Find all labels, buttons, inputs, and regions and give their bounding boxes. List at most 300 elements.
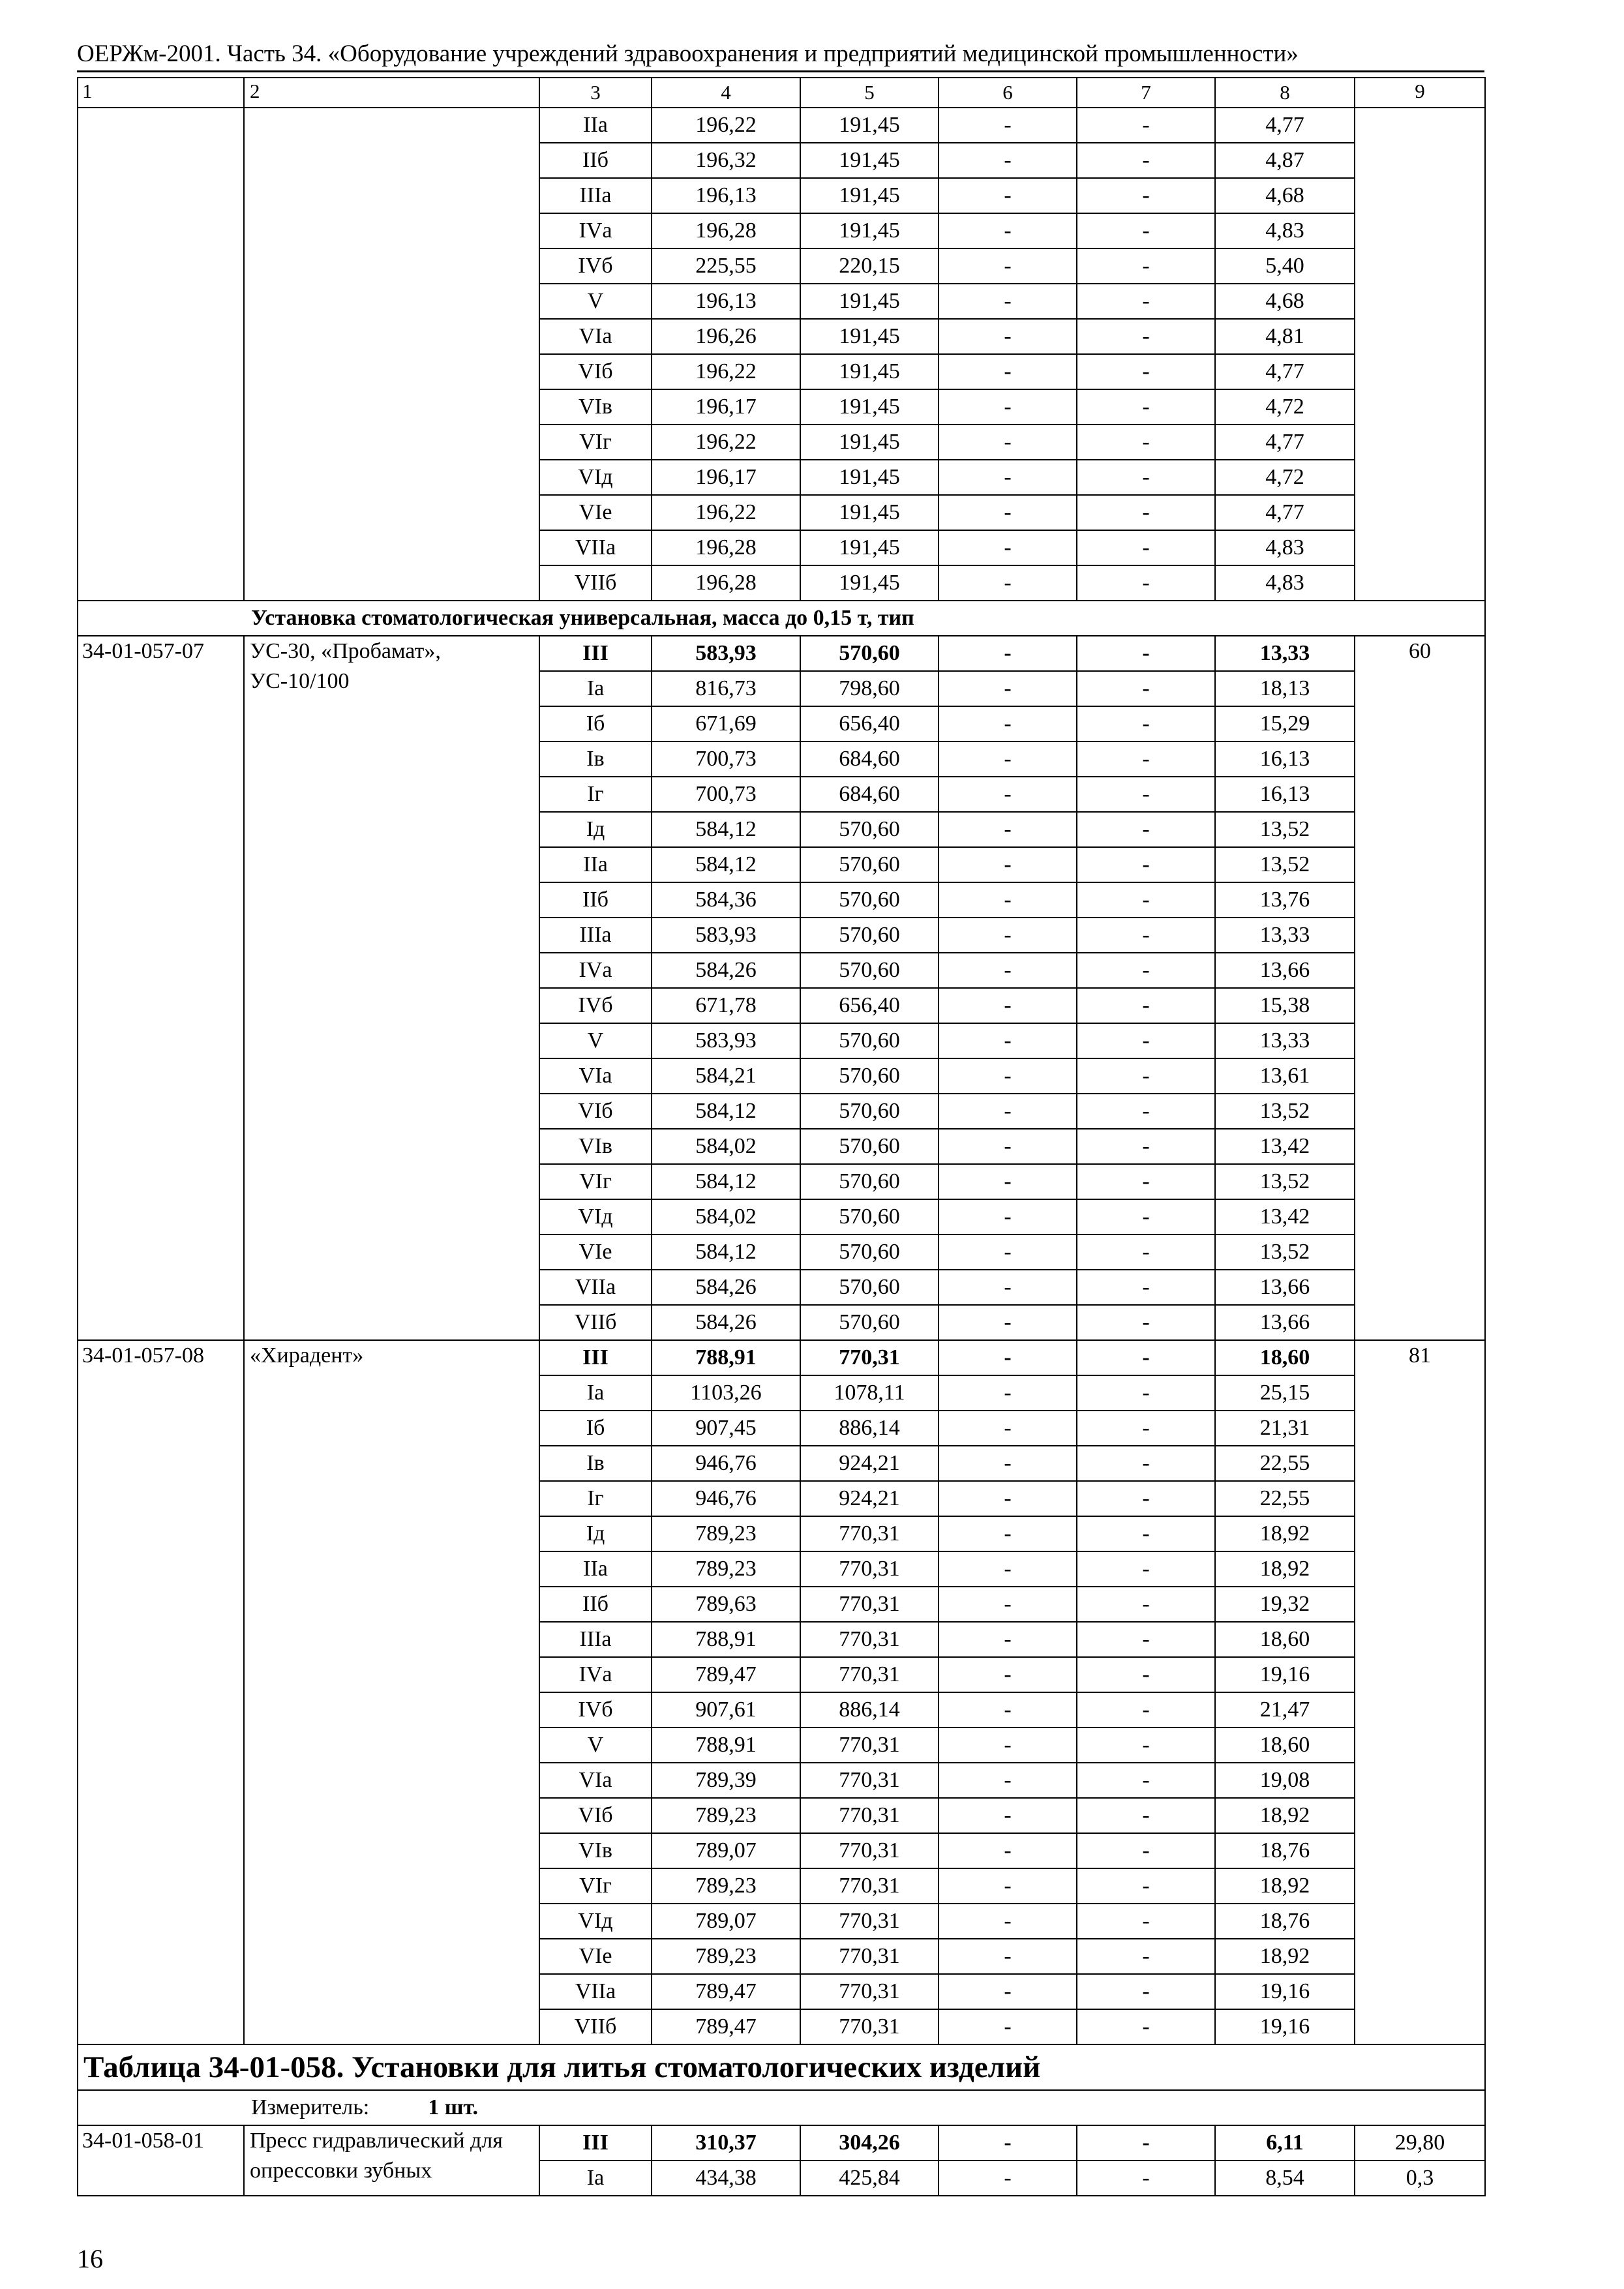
cell-col-5: 770,31 bbox=[800, 2009, 939, 2044]
cell-col-8: 19,32 bbox=[1215, 1587, 1355, 1622]
cell-col-5: 684,60 bbox=[800, 741, 939, 777]
cell-col-4: 196,17 bbox=[652, 460, 800, 495]
cell-col-8: 13,33 bbox=[1215, 636, 1355, 671]
cell-col-6: - bbox=[939, 636, 1077, 671]
cell-col-3: III bbox=[539, 2125, 652, 2161]
cell-col-8: 18,76 bbox=[1215, 1833, 1355, 1868]
cell-col-8: 16,13 bbox=[1215, 741, 1355, 777]
cell-col-7: - bbox=[1077, 1868, 1215, 1904]
cell-col-4: 700,73 bbox=[652, 777, 800, 812]
cell-col-6: - bbox=[939, 1164, 1077, 1199]
cell-col-6: - bbox=[939, 1939, 1077, 1974]
cell-col-7: - bbox=[1077, 1622, 1215, 1657]
cell-col-7: - bbox=[1077, 1939, 1215, 1974]
column-number-4: 4 bbox=[652, 78, 800, 108]
cell-col-3: VIг bbox=[539, 1164, 652, 1199]
cell-col-8: 21,47 bbox=[1215, 1692, 1355, 1728]
cell-col-5: 770,31 bbox=[800, 1551, 939, 1587]
cell-col-4: 789,47 bbox=[652, 1974, 800, 2009]
cell-col-3: V bbox=[539, 1728, 652, 1763]
cell-col-3: VIIа bbox=[539, 530, 652, 565]
cell-col-7: - bbox=[1077, 2009, 1215, 2044]
cell-col-6: - bbox=[939, 565, 1077, 601]
cell-col-7: - bbox=[1077, 988, 1215, 1023]
cell-col-3: IIIа bbox=[539, 178, 652, 213]
cell-col-8: 4,81 bbox=[1215, 319, 1355, 354]
cell-col-6: - bbox=[939, 2125, 1077, 2161]
cell-col-8: 8,54 bbox=[1215, 2161, 1355, 2196]
cell-col-5: 570,60 bbox=[800, 918, 939, 953]
cell-col-3: III bbox=[539, 636, 652, 671]
cell-col-5: 304,26 bbox=[800, 2125, 939, 2161]
cell-col-7: - bbox=[1077, 495, 1215, 530]
cell-col-4: 946,76 bbox=[652, 1446, 800, 1481]
cell-col-5: 191,45 bbox=[800, 178, 939, 213]
cell-col-8: 13,42 bbox=[1215, 1199, 1355, 1234]
cell-col-4: 584,12 bbox=[652, 812, 800, 847]
cell-col-5: 886,14 bbox=[800, 1692, 939, 1728]
cell-col-7: - bbox=[1077, 1270, 1215, 1305]
cell-col-5: 570,60 bbox=[800, 1023, 939, 1058]
cell-col-7: - bbox=[1077, 706, 1215, 741]
cell-col-5: 924,21 bbox=[800, 1481, 939, 1516]
cell-col-7: - bbox=[1077, 1446, 1215, 1481]
code-cell bbox=[78, 108, 244, 601]
cell-col-7: - bbox=[1077, 918, 1215, 953]
cell-col-3: V bbox=[539, 284, 652, 319]
cell-col-3: IIб bbox=[539, 882, 652, 918]
item-code: 34-01-058-01 bbox=[78, 2125, 244, 2196]
cell-col-7: - bbox=[1077, 953, 1215, 988]
cell-col-3: VIIа bbox=[539, 1270, 652, 1305]
cell-col-6: - bbox=[939, 812, 1077, 847]
cell-col-6: - bbox=[939, 1974, 1077, 2009]
cell-col-8: 4,87 bbox=[1215, 143, 1355, 178]
page-number: 16 bbox=[77, 2244, 103, 2273]
cell-col-4: 584,21 bbox=[652, 1058, 800, 1094]
cell-col-3: IVа bbox=[539, 213, 652, 248]
cell-col-7: - bbox=[1077, 1164, 1215, 1199]
cell-col-6: - bbox=[939, 1763, 1077, 1798]
cell-col-7: - bbox=[1077, 671, 1215, 706]
cell-col-6: - bbox=[939, 1375, 1077, 1411]
cell-col-6: - bbox=[939, 284, 1077, 319]
cell-col-4: 196,28 bbox=[652, 530, 800, 565]
cell-col-5: 191,45 bbox=[800, 425, 939, 460]
cell-col-4: 907,61 bbox=[652, 1692, 800, 1728]
cell-col-7: - bbox=[1077, 284, 1215, 319]
cell-col-7: - bbox=[1077, 1833, 1215, 1868]
cell-col-7: - bbox=[1077, 636, 1215, 671]
cell-col-7: - bbox=[1077, 1305, 1215, 1340]
cell-col-3: Iа bbox=[539, 671, 652, 706]
cell-col-6: - bbox=[939, 671, 1077, 706]
section-row bbox=[78, 601, 1485, 636]
cell-col-7: - bbox=[1077, 1375, 1215, 1411]
cell-col-7: - bbox=[1077, 108, 1215, 143]
cell-col-5: 570,60 bbox=[800, 1305, 939, 1340]
cell-col-5: 770,31 bbox=[800, 1657, 939, 1692]
cell-col-3: VIб bbox=[539, 1798, 652, 1833]
column-number-7: 7 bbox=[1077, 78, 1215, 108]
cell-col-5: 425,84 bbox=[800, 2161, 939, 2196]
cell-col-4: 584,12 bbox=[652, 847, 800, 882]
cell-col-5: 191,45 bbox=[800, 389, 939, 425]
cell-col-4: 671,69 bbox=[652, 706, 800, 741]
cell-col-5: 770,31 bbox=[800, 1516, 939, 1551]
measure-row bbox=[78, 2090, 1485, 2125]
cell-col-3: VIа bbox=[539, 1058, 652, 1094]
cell-col-8: 4,77 bbox=[1215, 425, 1355, 460]
cell-col-8: 13,52 bbox=[1215, 812, 1355, 847]
cell-col-6: - bbox=[939, 425, 1077, 460]
cell-col-7: - bbox=[1077, 1094, 1215, 1129]
cell-col-3: Iб bbox=[539, 706, 652, 741]
cell-col-4: 225,55 bbox=[652, 248, 800, 284]
cell-col-3: IIа bbox=[539, 108, 652, 143]
cell-col-7: - bbox=[1077, 1411, 1215, 1446]
cell-col-5: 570,60 bbox=[800, 953, 939, 988]
cell-col-7: - bbox=[1077, 1587, 1215, 1622]
cell-col-5: 570,60 bbox=[800, 1164, 939, 1199]
cell-col-3: Iа bbox=[539, 1375, 652, 1411]
cell-col-7: - bbox=[1077, 882, 1215, 918]
cell-col-4: 196,22 bbox=[652, 425, 800, 460]
cell-col-7: - bbox=[1077, 178, 1215, 213]
cell-col-3: Iг bbox=[539, 1481, 652, 1516]
column-number-8: 8 bbox=[1215, 78, 1355, 108]
cell-col-7: - bbox=[1077, 1692, 1215, 1728]
cell-col-8: 6,11 bbox=[1215, 2125, 1355, 2161]
cell-col-8: 4,77 bbox=[1215, 354, 1355, 389]
cell-col-8: 4,83 bbox=[1215, 530, 1355, 565]
cell-col-6: - bbox=[939, 777, 1077, 812]
cell-col-5: 220,15 bbox=[800, 248, 939, 284]
cell-col-7: - bbox=[1077, 1904, 1215, 1939]
cell-col-3: VIIб bbox=[539, 565, 652, 601]
cell-col-8: 18,92 bbox=[1215, 1516, 1355, 1551]
rates-table bbox=[77, 77, 1486, 2196]
cell-col-6: - bbox=[939, 1622, 1077, 1657]
cell-col-8: 13,52 bbox=[1215, 1164, 1355, 1199]
section-header: Установка стоматологическая универсальная, масса до 0,15 т, тип bbox=[78, 601, 1485, 636]
cell-col-6: - bbox=[939, 495, 1077, 530]
mass-cell bbox=[1355, 108, 1485, 601]
cell-col-7: - bbox=[1077, 1129, 1215, 1164]
cell-col-5: 570,60 bbox=[800, 812, 939, 847]
cell-col-8: 4,83 bbox=[1215, 213, 1355, 248]
cell-col-5: 191,45 bbox=[800, 565, 939, 601]
cell-col-5: 770,31 bbox=[800, 1728, 939, 1763]
cell-col-4: 700,73 bbox=[652, 741, 800, 777]
cell-col-5: 570,60 bbox=[800, 882, 939, 918]
cell-col-5: 684,60 bbox=[800, 777, 939, 812]
cell-col-5: 191,45 bbox=[800, 460, 939, 495]
cell-col-3: IVа bbox=[539, 1657, 652, 1692]
cell-col-8: 13,61 bbox=[1215, 1058, 1355, 1094]
cell-col-7: - bbox=[1077, 565, 1215, 601]
cell-col-6: - bbox=[939, 354, 1077, 389]
cell-col-6: - bbox=[939, 1587, 1077, 1622]
cell-col-6: - bbox=[939, 1234, 1077, 1270]
cell-col-6: - bbox=[939, 1023, 1077, 1058]
cell-col-5: 570,60 bbox=[800, 1129, 939, 1164]
cell-col-4: 789,47 bbox=[652, 2009, 800, 2044]
column-numbers-row bbox=[78, 78, 1485, 108]
cell-col-9: 29,80 bbox=[1355, 2125, 1485, 2161]
cell-col-5: 886,14 bbox=[800, 1411, 939, 1446]
cell-col-3: Iг bbox=[539, 777, 652, 812]
cell-col-4: 816,73 bbox=[652, 671, 800, 706]
cell-col-7: - bbox=[1077, 1551, 1215, 1587]
cell-col-3: VIг bbox=[539, 425, 652, 460]
cell-col-6: - bbox=[939, 1058, 1077, 1094]
cell-col-5: 770,31 bbox=[800, 1974, 939, 2009]
cell-col-6: - bbox=[939, 1199, 1077, 1234]
cell-col-8: 13,33 bbox=[1215, 918, 1355, 953]
cell-col-4: 584,02 bbox=[652, 1129, 800, 1164]
table-row bbox=[78, 1340, 1485, 1375]
cell-col-6: - bbox=[939, 178, 1077, 213]
cell-col-6: - bbox=[939, 1551, 1077, 1587]
cell-col-7: - bbox=[1077, 319, 1215, 354]
item-code: 34-01-057-07 bbox=[78, 636, 244, 1340]
cell-col-7: - bbox=[1077, 1974, 1215, 2009]
cell-col-6: - bbox=[939, 389, 1077, 425]
cell-col-7: - bbox=[1077, 777, 1215, 812]
cell-col-6: - bbox=[939, 108, 1077, 143]
cell-col-7: - bbox=[1077, 460, 1215, 495]
cell-col-5: 191,45 bbox=[800, 354, 939, 389]
cell-col-5: 191,45 bbox=[800, 495, 939, 530]
cell-col-3: IIб bbox=[539, 143, 652, 178]
cell-col-3: VIе bbox=[539, 495, 652, 530]
cell-col-3: VIд bbox=[539, 1904, 652, 1939]
item-mass: 81 bbox=[1355, 1340, 1485, 2044]
cell-col-3: Iд bbox=[539, 1516, 652, 1551]
cell-col-8: 4,72 bbox=[1215, 460, 1355, 495]
cell-col-8: 5,40 bbox=[1215, 248, 1355, 284]
cell-col-8: 13,66 bbox=[1215, 1305, 1355, 1340]
cell-col-6: - bbox=[939, 143, 1077, 178]
column-number-6: 6 bbox=[939, 78, 1077, 108]
header-rule bbox=[77, 70, 1484, 72]
cell-col-5: 570,60 bbox=[800, 1199, 939, 1234]
cell-col-8: 19,16 bbox=[1215, 1974, 1355, 2009]
cell-col-3: IVб bbox=[539, 1692, 652, 1728]
cell-col-4: 788,91 bbox=[652, 1728, 800, 1763]
cell-col-7: - bbox=[1077, 1516, 1215, 1551]
cell-col-8: 13,42 bbox=[1215, 1129, 1355, 1164]
cell-col-4: 434,38 bbox=[652, 2161, 800, 2196]
page-header: ОЕРЖм-2001. Часть 34. «Оборудование учреждений здравоохранения и предприятий медицинской промышленности» bbox=[77, 40, 1299, 67]
cell-col-5: 770,31 bbox=[800, 1939, 939, 1974]
cell-col-4: 196,17 bbox=[652, 389, 800, 425]
cell-col-5: 770,31 bbox=[800, 1587, 939, 1622]
cell-col-8: 18,92 bbox=[1215, 1551, 1355, 1587]
cell-col-5: 770,31 bbox=[800, 1868, 939, 1904]
cell-col-8: 15,38 bbox=[1215, 988, 1355, 1023]
cell-col-8: 4,77 bbox=[1215, 495, 1355, 530]
cell-col-4: 583,93 bbox=[652, 1023, 800, 1058]
table-row bbox=[78, 2125, 1485, 2161]
cell-col-7: - bbox=[1077, 1340, 1215, 1375]
cell-col-8: 16,13 bbox=[1215, 777, 1355, 812]
cell-col-7: - bbox=[1077, 1058, 1215, 1094]
cell-col-8: 13,66 bbox=[1215, 953, 1355, 988]
cell-col-6: - bbox=[939, 1270, 1077, 1305]
cell-col-5: 770,31 bbox=[800, 1833, 939, 1868]
cell-col-7: - bbox=[1077, 1657, 1215, 1692]
cell-col-4: 789,63 bbox=[652, 1587, 800, 1622]
cell-col-5: 770,31 bbox=[800, 1798, 939, 1833]
cell-col-7: - bbox=[1077, 2161, 1215, 2196]
cell-col-6: - bbox=[939, 1481, 1077, 1516]
cell-col-6: - bbox=[939, 530, 1077, 565]
cell-col-6: - bbox=[939, 2009, 1077, 2044]
cell-col-3: IIа bbox=[539, 847, 652, 882]
cell-col-3: VIв bbox=[539, 1129, 652, 1164]
cell-col-7: - bbox=[1077, 213, 1215, 248]
cell-col-7: - bbox=[1077, 1728, 1215, 1763]
item-name: Пресс гидравлический для опрессовки зубных bbox=[244, 2125, 539, 2196]
cell-col-4: 196,26 bbox=[652, 319, 800, 354]
cell-col-3: IVа bbox=[539, 953, 652, 988]
cell-col-5: 570,60 bbox=[800, 847, 939, 882]
cell-col-4: 789,07 bbox=[652, 1904, 800, 1939]
cell-col-4: 789,23 bbox=[652, 1939, 800, 1974]
cell-col-6: - bbox=[939, 1798, 1077, 1833]
cell-col-4: 789,07 bbox=[652, 1833, 800, 1868]
cell-col-7: - bbox=[1077, 143, 1215, 178]
cell-col-4: 789,23 bbox=[652, 1868, 800, 1904]
cell-col-8: 13,76 bbox=[1215, 882, 1355, 918]
cell-col-4: 196,22 bbox=[652, 354, 800, 389]
cell-col-3: VIIб bbox=[539, 1305, 652, 1340]
cell-col-3: IIIа bbox=[539, 1622, 652, 1657]
cell-col-6: - bbox=[939, 706, 1077, 741]
cell-col-8: 18,13 bbox=[1215, 671, 1355, 706]
cell-col-3: VIе bbox=[539, 1939, 652, 1974]
cell-col-4: 788,91 bbox=[652, 1340, 800, 1375]
cell-col-7: - bbox=[1077, 847, 1215, 882]
cell-col-6: - bbox=[939, 213, 1077, 248]
cell-col-4: 196,32 bbox=[652, 143, 800, 178]
cell-col-3: VIб bbox=[539, 354, 652, 389]
cell-col-8: 22,55 bbox=[1215, 1446, 1355, 1481]
cell-col-3: Iа bbox=[539, 2161, 652, 2196]
cell-col-8: 15,29 bbox=[1215, 706, 1355, 741]
cell-col-5: 191,45 bbox=[800, 530, 939, 565]
cell-col-3: VIв bbox=[539, 1833, 652, 1868]
cell-col-3: IVб bbox=[539, 988, 652, 1023]
cell-col-8: 18,60 bbox=[1215, 1622, 1355, 1657]
cell-col-5: 570,60 bbox=[800, 1094, 939, 1129]
cell-col-6: - bbox=[939, 847, 1077, 882]
cell-col-8: 4,77 bbox=[1215, 108, 1355, 143]
cell-col-4: 196,28 bbox=[652, 213, 800, 248]
cell-col-8: 19,16 bbox=[1215, 1657, 1355, 1692]
cell-col-8: 13,33 bbox=[1215, 1023, 1355, 1058]
name-cell bbox=[244, 108, 539, 601]
cell-col-3: VIа bbox=[539, 1763, 652, 1798]
cell-col-3: IIб bbox=[539, 1587, 652, 1622]
cell-col-3: Iв bbox=[539, 741, 652, 777]
cell-col-4: 788,91 bbox=[652, 1622, 800, 1657]
cell-col-8: 19,16 bbox=[1215, 2009, 1355, 2044]
cell-col-7: - bbox=[1077, 354, 1215, 389]
cell-col-4: 946,76 bbox=[652, 1481, 800, 1516]
cell-col-6: - bbox=[939, 1833, 1077, 1868]
cell-col-4: 584,12 bbox=[652, 1094, 800, 1129]
cell-col-6: - bbox=[939, 741, 1077, 777]
cell-col-4: 196,13 bbox=[652, 178, 800, 213]
cell-col-4: 584,26 bbox=[652, 953, 800, 988]
cell-col-5: 570,60 bbox=[800, 1058, 939, 1094]
cell-col-7: - bbox=[1077, 248, 1215, 284]
cell-col-7: - bbox=[1077, 1234, 1215, 1270]
cell-col-4: 196,22 bbox=[652, 495, 800, 530]
cell-col-8: 13,66 bbox=[1215, 1270, 1355, 1305]
cell-col-3: VIа bbox=[539, 319, 652, 354]
cell-col-6: - bbox=[939, 2161, 1077, 2196]
cell-col-3: IIIа bbox=[539, 918, 652, 953]
cell-col-7: - bbox=[1077, 425, 1215, 460]
cell-col-4: 584,02 bbox=[652, 1199, 800, 1234]
cell-col-6: - bbox=[939, 918, 1077, 953]
cell-col-5: 191,45 bbox=[800, 108, 939, 143]
cell-col-6: - bbox=[939, 1129, 1077, 1164]
cell-col-8: 25,15 bbox=[1215, 1375, 1355, 1411]
cell-col-6: - bbox=[939, 1657, 1077, 1692]
column-number-2: 2 bbox=[244, 78, 539, 108]
cell-col-4: 789,47 bbox=[652, 1657, 800, 1692]
cell-col-5: 770,31 bbox=[800, 1904, 939, 1939]
cell-col-4: 584,26 bbox=[652, 1305, 800, 1340]
cell-col-5: 770,31 bbox=[800, 1622, 939, 1657]
cell-col-5: 191,45 bbox=[800, 284, 939, 319]
cell-col-5: 1078,11 bbox=[800, 1375, 939, 1411]
cell-col-6: - bbox=[939, 1446, 1077, 1481]
cell-col-8: 19,08 bbox=[1215, 1763, 1355, 1798]
cell-col-3: VIIа bbox=[539, 1974, 652, 2009]
cell-col-6: - bbox=[939, 1728, 1077, 1763]
cell-col-6: - bbox=[939, 1094, 1077, 1129]
cell-col-6: - bbox=[939, 1516, 1077, 1551]
cell-col-4: 310,37 bbox=[652, 2125, 800, 2161]
measure-cell bbox=[78, 2090, 1485, 2125]
cell-col-4: 583,93 bbox=[652, 918, 800, 953]
cell-col-5: 770,31 bbox=[800, 1340, 939, 1375]
cell-col-3: Iв bbox=[539, 1446, 652, 1481]
cell-col-8: 4,68 bbox=[1215, 284, 1355, 319]
item-name: УС-30, «Пробамат», УС-10/100 bbox=[244, 636, 539, 1340]
cell-col-6: - bbox=[939, 988, 1077, 1023]
cell-col-8: 13,52 bbox=[1215, 847, 1355, 882]
cell-col-4: 789,39 bbox=[652, 1763, 800, 1798]
cell-col-4: 584,36 bbox=[652, 882, 800, 918]
cell-col-4: 671,78 bbox=[652, 988, 800, 1023]
table-row bbox=[78, 636, 1485, 671]
cell-col-7: - bbox=[1077, 812, 1215, 847]
item-code: 34-01-057-08 bbox=[78, 1340, 244, 2044]
cell-col-7: - bbox=[1077, 530, 1215, 565]
cell-col-5: 191,45 bbox=[800, 143, 939, 178]
cell-col-7: - bbox=[1077, 2125, 1215, 2161]
cell-col-3: VIе bbox=[539, 1234, 652, 1270]
cell-col-3: IVб bbox=[539, 248, 652, 284]
cell-col-8: 18,92 bbox=[1215, 1798, 1355, 1833]
